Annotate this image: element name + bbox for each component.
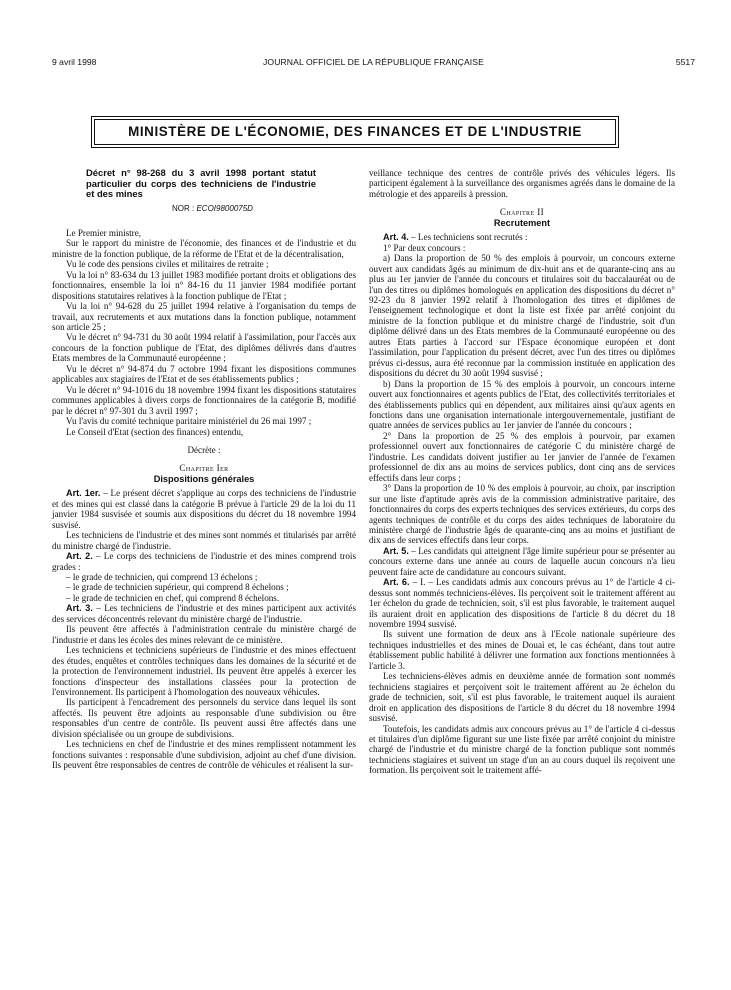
article-paragraph: a) Dans la proportion de 50 % des emplois à pourvoir, un concours externe ouvert aux candidats âgés au minimum de dix-huit ans et de quarante-cinq ans au plus au 1er janvier de l'année du concours et titulaires soit du baccalauréat ou de l'un des titres ou diplômes homologués en application des dispositions du décret n° 92-23 du 8 janvier 1992 relatif à l'homologation des titres et diplômes de l'enseignement technologique et dont la liste est fixée par arrêté conjoint du ministre de la fonction publique et du ministre chargé de l'industrie, soit d'un diplôme délivré dans un des Etats membres de la Communauté européenne ou des autres Etats parties à l'accord sur l'Espace économique européen et dont l'assimilation, pour l'application du présent décret, avec l'un des titres ou diplômes prévus ci-dessus, aura été reconnue par la commission instituée en application des dispositions du décret du 30 août 1994 susvisé ; <box>369 253 675 379</box>
visa-paragraph: Vu la loi n° 83-634 du 13 juillet 1983 modifiée portant droits et obligations des fonctionnaires, ensemble la loi n° 84-16 du 11 janvier 1984 modifiée portant dispositions statutaires relatives à la fonction publique de l'Etat ; <box>52 269 356 301</box>
article-paragraph: Toutefois, les candidats admis aux concours prévus au 1° de l'article 4 ci-dessus et titulaires d'un diplôme figurant sur une liste fixée par arrêté conjoint du ministre chargé de l'industrie et du ministre chargé de la fonction publique sont nommés techniciens stagiaires et suivent un stage d'un an au cours duquel ils reçoivent une formation. Ils perçoivent soit le traitement affé- <box>369 723 675 776</box>
article-3 <box>52 603 356 624</box>
article-text: – Le corps des techniciens de l'industrie et des mines comprend trois grades : <box>52 551 356 572</box>
nor-reference <box>172 204 356 214</box>
decrete: Décrète : <box>187 445 221 456</box>
visa-paragraph: Vu le décret n° 94-731 du 30 août 1994 relatif à l'assimilation, pour l'accès aux concours de la fonction publique de l'Etat, des diplômes délivrés dans d'autres Etats membres de la Communauté européenne ; <box>52 332 356 364</box>
article-label: Art. 6. <box>383 577 410 588</box>
article-paragraph: Ils peuvent être affectés à l'administration centrale du ministère chargé de l'industrie et dans les écoles des mines relevant de ce ministère. <box>52 624 356 645</box>
visa-paragraph: Sur le rapport du ministre de l'économie, des finances et de l'industrie et du ministre de la fonction publique, de la réforme de l'Etat et de la décentralisation, <box>52 238 356 259</box>
visa-paragraph: Vu le décret n° 94-874 du 7 octobre 1994 fixant les dispositions communes applicables aux stagiaires de l'Etat et de ses établissements publics ; <box>52 363 356 385</box>
article-paragraph: Les techniciens de l'industrie et des mines sont nommés et titularisés par arrêté du ministre chargé de l'industrie. <box>52 530 356 551</box>
article-4 <box>369 232 675 242</box>
article-paragraph: Ils participent à l'encadrement des personnels du service dans lequel ils sont affectés. Ils peuvent être adjoints au responsable d'une subdivision ou être responsables d'un centre de contrôle. Ils peuvent aussi être affectés dans une division spécialisée ou un groupe de subdivisions. <box>52 697 356 739</box>
list-item: – le grade de technicien, qui comprend 13 échelons ; <box>66 572 258 582</box>
article-paragraph: Les techniciens en chef de l'industrie et des mines remplissent notamment les fonctions suivantes : responsable d'une subdivision, adjoint au chef d'une division. Ils peuvent être responsables de centres de contrôle de véhicules et réalisent la sur- <box>52 739 356 771</box>
article-label: Art. 1er. <box>66 488 101 499</box>
article-text: – Les candidats qui atteignent l'âge limite supérieur pour se présenter au concours externe dans une année au cours de laquelle aucun concours n'a lieu peuvent faire acte de candidature au concours suivant. <box>369 545 675 577</box>
article-label: Art. 3. <box>66 603 93 614</box>
visa-paragraph: Vu le code des pensions civiles et militaires de retraite ; <box>66 259 269 270</box>
list-item: – le grade de technicien supérieur, qui comprend 8 échelons ; <box>66 582 289 593</box>
article-label: Art. 4. <box>383 232 409 243</box>
page-header <box>52 57 695 71</box>
article-text: – Le présent décret s'applique au corps des techniciens de l'industrie et des mines qui est classé dans la catégorie B prévue à l'article 29 de la loi du 11 janvier 1984 susvisée et soumis aux dispositions du décret du 18 novembre 1994 susvisé. <box>52 488 357 530</box>
chapter-title: Dispositions générales <box>153 473 255 484</box>
article-text: – Les techniciens sont recrutés : <box>411 232 528 243</box>
article-paragraph: Les techniciens et techniciens supérieurs de l'industrie et des mines effectuent des études, enquêtes et contrôles techniques dans les domaines de la sécurité et de la protection de l'environnement industriel. Ils peuvent être appelés à exercer les fonctions d'inspecteur des installations classées pour la protection de l'environnement. Ils participent à l'homologation des nouveaux véhicules. <box>52 645 356 697</box>
ministry-banner: MINISTÈRE DE L'ÉCONOMIE, DES FINANCES ET DE L'INDUSTRIE <box>94 119 616 145</box>
article-label: Art. 5. <box>383 545 409 556</box>
article-paragraph: 1° Par deux concours : <box>383 242 466 253</box>
article-paragraph: 3° Dans la proportion de 10 % des emplois à pourvoir, au choix, par inscription sur une liste d'aptitude après avis de la commission administrative paritaire, des fonctionnaires du corps des experts techniques des services extérieurs, du corps des agents techniques de contrôle et du corps des aides techniques de laboratoire du ministère chargé de l'industrie âgés de quarante-cinq ans au moins et justifiant de dix ans de services effectifs dans leur corps. <box>369 483 675 546</box>
article-text: – Les techniciens de l'industrie et des mines participent aux activités des services déconcentrés relevant du ministère chargé de l'industrie. <box>52 603 356 624</box>
visa-paragraph: Vu la loi n° 94-628 du 25 juillet 1994 relative à l'organisation du temps de travail, aux recrutements et aux mutations dans la fonction publique, notamment son article 25 ; <box>52 301 356 333</box>
visa-paragraph: Vu l'avis du comité technique paritaire ministériel du 26 mai 1997 ; <box>66 416 312 427</box>
article-label: Art. 2. <box>66 551 93 562</box>
visa-paragraph: Le Conseil d'Etat (section des finances) entendu, <box>66 426 244 437</box>
chapter-label: Chapitre II <box>499 207 545 218</box>
journal-title: JOURNAL OFFICIEL DE LA RÉPUBLIQUE FRANÇAISE <box>263 57 484 67</box>
list-item: – le grade de technicien en chef, qui comprend 8 échelons. <box>66 592 280 603</box>
article-6 <box>369 577 675 629</box>
right-column <box>369 168 675 776</box>
article-paragraph: 2° Dans la proportion de 25 % des emplois à pourvoir, par examen professionnel ouvert aux fonctionnaires de catégorie C du ministère chargé de l'industrie. Les candidats doivent justifier au 1er janvier de l'année de l'examen professionnel de dix ans au moins de services publics, dont cinq ans de services effectifs dans leur corps ; <box>369 430 675 483</box>
article-text: – I. – Les candidats admis aux concours prévus au 1° de l'article 4 ci-dessus sont nommés techniciens-élèves. Ils perçoivent soit le traitement afférent au 1er échelon du grade de technicien, soit, s'il est plus favorable, le traitement auquel ils auraient droit en application des dispositions de l'article 8 du décret du 18 novembre 1994 susvisé. <box>369 577 675 630</box>
nor-label: NOR : <box>172 203 195 213</box>
issue-date: 9 avril 1998 <box>52 57 97 67</box>
article-paragraph: b) Dans la proportion de 15 % des emplois à pourvoir, un concours interne ouvert aux fonctionnaires et agents publics de l'Etat, des collectivités territoriales et des établissements publics qui en dépendent, aux militaires ainsi qu'aux agents en fonctions dans une organisation internationale intergouvernementale, justifiant de quatre années de services publics au 1er janvier de l'année du concours ; <box>369 378 675 431</box>
left-column <box>52 168 356 771</box>
page-number: 5517 <box>675 57 695 67</box>
visa-paragraph: Le Premier ministre, <box>66 227 142 238</box>
article-paragraph: Les techniciens-élèves admis en deuxième année de formation sont nommés techniciens stagiaires et perçoivent soit le traitement afférent au 2e échelon du grade de technicien, soit, s'il est plus favorable, le traitement auquel ils auraient droit en application des dispositions de l'article 8 du décret du 18 novembre 1994 susvisé. <box>369 671 675 724</box>
article-paragraph: Ils suivent une formation de deux ans à l'Ecole nationale supérieure des techniques industrielles et des mines de Douai et, le cas échéant, dans tout autre établissement public habilité à délivrer une formation aux fonctions mentionnées à l'article 3. <box>369 629 675 671</box>
article-1 <box>52 488 356 530</box>
chapter-title: Recrutement <box>493 217 551 228</box>
nor-value: ECOI9800075D <box>196 203 253 213</box>
visa-paragraph: Vu le décret n° 94-1016 du 18 novembre 1994 fixant les dispositions statutaires communes applicables à divers corps de fonctionnaires de la catégorie B, modifié par le décret n° 97-301 du 3 avril 1997 ; <box>52 384 356 416</box>
article-5 <box>369 546 675 577</box>
article-2 <box>52 551 356 572</box>
article-continuation: veillance technique des centres de contrôle privés des véhicules légers. Ils participent également à la surveillance des organismes agréés dans le domaine de la métrologie et des appareils à pression. <box>369 168 675 199</box>
decret-title: Décret n° 98-268 du 3 avril 1998 portant statut particulier du corps des techniciens de l'industrie et des mines <box>86 167 316 199</box>
chapter-label: Chapitre Ier <box>179 463 229 474</box>
